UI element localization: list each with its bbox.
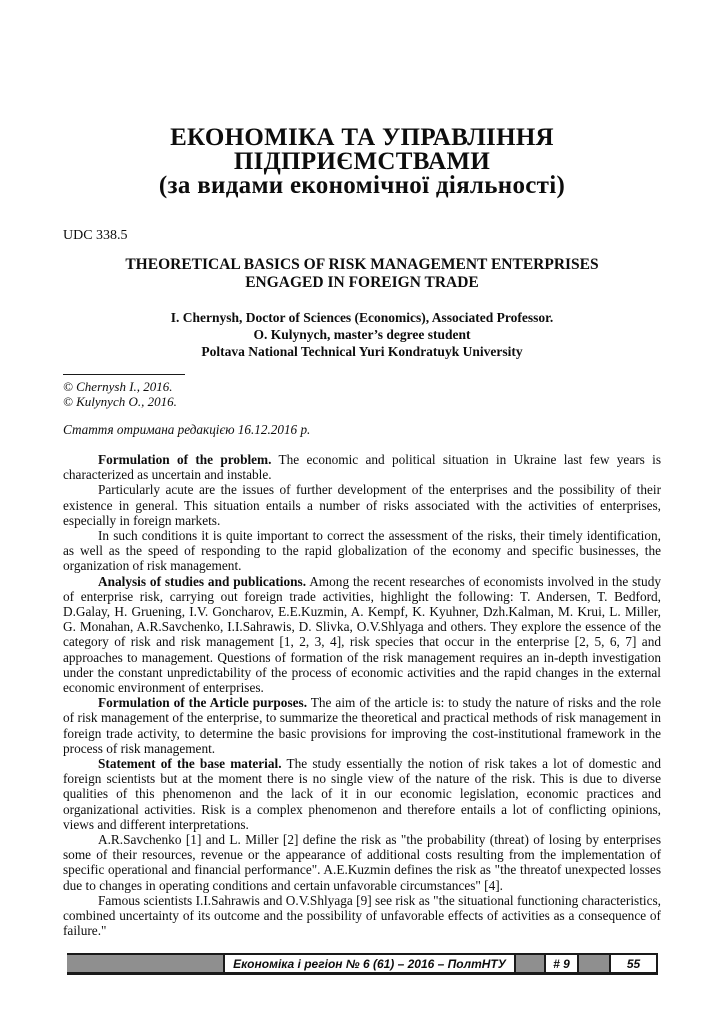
paragraph-lead: Formulation of the problem. <box>98 452 272 467</box>
copyright-line-2: © Kulynych O., 2016. <box>63 394 177 409</box>
footer-journal-cell: Економіка і регіон № 6 (61) – 2016 – ПолтНТУ <box>223 955 516 972</box>
copyright-block <box>63 374 661 409</box>
paragraph-text: Famous scientists I.I.Sahrawis and O.V.Shlyaga [9] see risk as "the situational functioning characteristics, combined uncertainty of its outcome and the possibility of unfavorable effects of activities as a consequence of failure." <box>63 892 661 939</box>
paragraph-text: Among the recent researches of economists involved in the study of enterprise risk, carrying out foreign trade activities, highlight the following: T. Andersen, T. Bedford, D.Galay, H. Gruening, I.V. Goncharov, E.E.Kuzmin, A. Kempf, K. Kyuhner, Dzh.Kalman, M. Krui, L. Miller, G. Monahan, A.R.Savchenko, I.I.Sahrawis, D. Slivka, O.V.Shlyaga and others. They explore the essence of the category of risk and risk management [1, 2, 3, 4], risk species that occur in the enterprise [2, 5, 6, 7] and approaches to management. Questions of formation of the risk management requires an in-depth investigation under the constant unpredictability of the process of economic activities and the rapid changes in the external economic environment of enterprises. <box>63 573 661 696</box>
footnote-rule <box>63 374 185 375</box>
section-title-line-1: ЕКОНОМІКА ТА УПРАВЛІННЯ <box>170 124 554 151</box>
paragraph <box>63 832 661 893</box>
footer-page-number-cell: 55 <box>609 955 658 972</box>
paragraph-text: Particularly acute are the issues of further development of the enterprises and the possibility of their existence in general. This situation entails a number of risks associated with the activities of enterprises, especially in foreign markets. <box>63 482 661 528</box>
paragraph <box>63 574 661 696</box>
paragraph-text: The economic and political situation in Ukraine last few years is characterized as uncertain and instable. <box>63 452 661 483</box>
paragraph <box>63 452 661 482</box>
paragraph-text: In such conditions it is quite important to correct the assessment of the risks, their timely identification, as well as the speed of responding to the rapid globalization of the economy and specific businesses, the organization of risk management. <box>63 528 661 574</box>
authors-block <box>63 309 661 360</box>
paragraph <box>63 695 661 756</box>
section-title <box>63 126 661 198</box>
author-line-2: O. Kulynych, master’s degree student <box>253 327 471 342</box>
paragraph-text: A.R.Savchenko [1] and L. Miller [2] define the risk as "the probability (threat) of losing by enterprises some of their resources, revenue or the appearance of additional costs resulting from the implementation of specific operational and financial performance". A.E.Kuzmin defines the risk as "the threatof unexpected losses due to changes in operating conditions and certain unfavorable circumstances" [4]. <box>63 832 661 893</box>
footer-issue-cell: # 9 <box>544 955 579 972</box>
affiliation-line: Poltava National Technical Yuri Kondratuyk University <box>201 344 523 359</box>
paragraph-text: The aim of the article is: to study the nature of risks and the role of risk management of the enterprise, to summarize the theoretical and practical methods of risk management in foreign trade activity, to determine the basic provisions for improving the cost-institutional framework in the process of risk management. <box>63 695 662 756</box>
paragraph-text: The study essentially the notion of risk takes a lot of domestic and foreign scientists but at the moment there is no single view of the nature of the risk. This is due to diverse qualities of this phenomenon and the lack of it in our economic legislation, economic practices and organizational activities. Risk is a complex phenomenon and therefore entails a lot of conflicting opinions, views and different interpretations. <box>63 756 661 832</box>
paragraph-lead: Formulation of the Article purposes. <box>98 695 308 711</box>
footer-gray-spacer <box>516 955 544 972</box>
section-title-line-2: ПІДПРИЄМСТВАМИ <box>233 148 491 175</box>
received-note: Стаття отримана редакцією 16.12.2016 р. <box>63 422 311 437</box>
paragraph <box>63 893 661 939</box>
paragraph <box>63 756 661 832</box>
article-title-line-1: THEORETICAL BASICS OF RISK MANAGEMENT ENTERPRISES <box>125 256 599 273</box>
author-line-1: I. Chernysh, Doctor of Sciences (Economics), Associated Professor. <box>170 310 554 325</box>
section-title-line-3: (за видами економічної діяльності) <box>158 172 566 199</box>
article-title-line-2: ENGAGED IN FOREIGN TRADE <box>245 273 479 291</box>
udc-code: UDC 338.5 <box>63 228 128 243</box>
paragraph <box>63 482 661 528</box>
paragraph-lead: Analysis of studies and publications. <box>98 573 307 589</box>
footer-gray-spacer <box>579 955 609 972</box>
paragraph <box>63 528 661 574</box>
footer-bar <box>67 953 658 975</box>
copyright-line-1: © Chernysh I., 2016. <box>63 379 173 394</box>
paragraph-lead: Statement of the base material. <box>98 756 282 772</box>
article-body <box>63 452 661 939</box>
footer-gray-spacer <box>67 955 223 972</box>
article-title <box>63 256 661 291</box>
